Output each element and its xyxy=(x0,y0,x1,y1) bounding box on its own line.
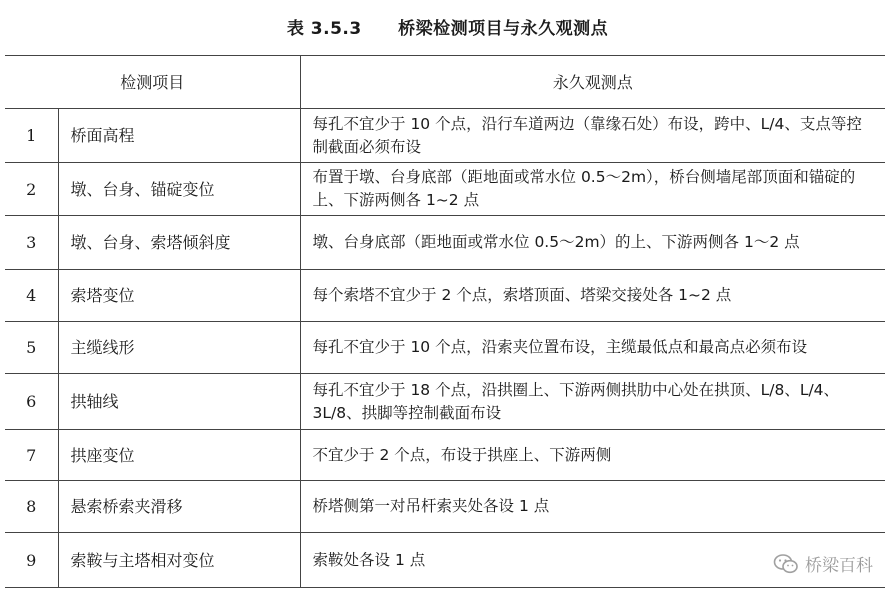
row-number: 8 xyxy=(5,481,58,533)
inspection-item: 拱轴线 xyxy=(58,374,300,430)
inspection-item: 拱座变位 xyxy=(58,430,300,481)
watermark-text: 桥梁百科 xyxy=(805,556,873,576)
table-row xyxy=(5,163,885,216)
table-row xyxy=(5,270,885,322)
inspection-item: 悬索桥索夹滑移 xyxy=(58,481,300,533)
header-row xyxy=(5,56,885,109)
inspection-item: 墩、台身、锚碇变位 xyxy=(58,163,300,216)
table-row xyxy=(5,374,885,430)
observation-points: 布置于墩、台身底部（距地面或常水位 0.5～2m），桥台侧墙尾部顶面和锚碇的上、下游两侧各 1~2 点 xyxy=(300,163,885,216)
table-row xyxy=(5,109,885,163)
observation-points: 每孔不宜少于 10 个点，沿行车道两边（靠缘石处）布设，跨中、L/4、支点等控制截面必须布设 xyxy=(300,109,885,163)
table-number: 表 3.5.3 xyxy=(286,19,362,39)
observation-points: 墩、台身底部（距地面或常水位 0.5～2m）的上、下游两侧各 1～2 点 xyxy=(300,216,885,270)
header-item: 检测项目 xyxy=(5,56,300,109)
header-points: 永久观测点 xyxy=(300,56,885,109)
observation-points: 索鞍处各设 1 点 xyxy=(300,533,885,588)
observation-points: 桥塔侧第一对吊杆索夹处各设 1 点 xyxy=(300,481,885,533)
table-row xyxy=(5,430,885,481)
row-number: 9 xyxy=(5,533,58,588)
row-number: 7 xyxy=(5,430,58,481)
inspection-table xyxy=(5,55,885,588)
inspection-item: 墩、台身、索塔倾斜度 xyxy=(58,216,300,270)
observation-points: 每个索塔不宜少于 2 个点，索塔顶面、塔梁交接处各 1~2 点 xyxy=(300,270,885,322)
table-title: 桥梁检测项目与永久观测点 xyxy=(398,19,609,39)
row-number: 3 xyxy=(5,216,58,270)
inspection-item: 桥面高程 xyxy=(58,109,300,163)
observation-points: 不宜少于 2 个点，布设于拱座上、下游两侧 xyxy=(300,430,885,481)
wechat-icon xyxy=(773,553,799,575)
row-number: 5 xyxy=(5,322,58,374)
inspection-item: 索鞍与主塔相对变位 xyxy=(58,533,300,588)
table-caption xyxy=(0,14,895,39)
table-row xyxy=(5,481,885,533)
table-row xyxy=(5,533,885,588)
row-number: 6 xyxy=(5,374,58,430)
inspection-item: 索塔变位 xyxy=(58,270,300,322)
observation-points: 每孔不宜少于 10 个点，沿索夹位置布设，主缆最低点和最高点必须布设 xyxy=(300,322,885,374)
table-row xyxy=(5,322,885,374)
observation-points: 每孔不宜少于 18 个点，沿拱圈上、下游两侧拱肋中心处在拱顶、L/8、L/4、3L/8、拱脚等控制截面布设 xyxy=(300,374,885,430)
watermark xyxy=(773,551,873,576)
table-row xyxy=(5,216,885,270)
row-number: 1 xyxy=(5,109,58,163)
table-body xyxy=(5,109,885,588)
row-number: 4 xyxy=(5,270,58,322)
inspection-item: 主缆线形 xyxy=(58,322,300,374)
row-number: 2 xyxy=(5,163,58,216)
